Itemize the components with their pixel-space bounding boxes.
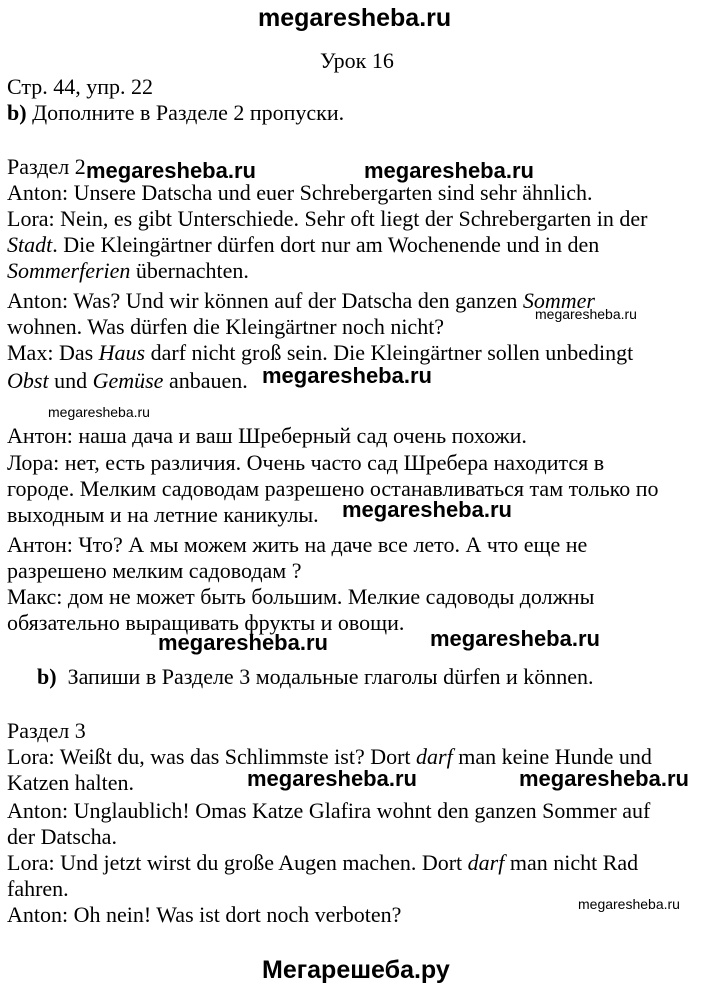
- watermark: megaresheba.ru: [342, 497, 512, 522]
- translation-line: Лора: нет, есть различия. Очень часто сад Шребера находится в: [7, 450, 605, 475]
- site-watermark-header: megaresheba.ru: [258, 4, 452, 32]
- section2-line: Anton: Unsere Datscha und euer Schrebergarten sind sehr ähnlich.: [7, 180, 593, 205]
- watermark: megaresheba.ru: [262, 363, 432, 388]
- watermark: megaresheba.ru: [430, 626, 600, 651]
- site-watermark-footer: Мегарешеба.ру: [262, 956, 450, 984]
- section2-line: wohnen. Was dürfen die Kleingärtner noch nicht?: [7, 314, 445, 339]
- section2-line: Anton: Was? Und wir können auf der Datscha den ganzen Sommer: [7, 288, 595, 313]
- section3-line: fahren.: [7, 876, 69, 901]
- translation-line: обязательно выращивать фрукты и овощи.: [7, 610, 405, 635]
- section2-line: Lora: Nein, es gibt Unterschiede. Sehr oft liegt der Schrebergarten in der: [7, 206, 648, 231]
- translation-line: городе. Мелким садоводам разрешено останавливаться там только по: [7, 476, 659, 501]
- watermark: megaresheba.ru: [364, 158, 534, 183]
- section3-line: Lora: Weißt du, was das Schlimmste ist? Dort darf man keine Hunde und: [7, 744, 652, 769]
- section2-line: Stadt. Die Kleingärtner dürfen dort nur am Wochenende und in den: [7, 232, 600, 257]
- watermark: megaresheba.ru: [86, 158, 256, 183]
- watermark: megaresheba.ru: [48, 404, 150, 420]
- section3-title: Раздел 3: [7, 718, 86, 743]
- task1-instruction: b) Дополните в Разделе 2 пропуски.: [7, 100, 345, 125]
- section3-line: Lora: Und jetzt wirst du große Augen machen. Dort darf man nicht Rad: [7, 850, 639, 875]
- watermark: megaresheba.ru: [578, 896, 680, 912]
- translation-line: разрешено мелким садоводам ?: [7, 558, 302, 583]
- translation-line: Макс: дом не может быть большим. Мелкие садоводы должны: [7, 584, 595, 609]
- section2-line: Sommerferien übernachten.: [7, 258, 249, 283]
- section2-line: Max: Das Haus darf nicht groß sein. Die Kleingärtner sollen unbedingt: [7, 340, 634, 365]
- lesson-title: Урок 16: [320, 48, 394, 73]
- translation-line: выходным и на летние каникулы.: [7, 502, 319, 527]
- translation-line: Антон: наша дача и ваш Шреберный сад очень похожи.: [7, 423, 527, 448]
- translation-line: Антон: Что? А мы можем жить на даче все лето. А что еще не: [7, 532, 588, 557]
- section3-line: Anton: Unglaublich! Omas Katze Glafira wohnt den ganzen Sommer auf: [7, 798, 651, 823]
- section3-line: Anton: Oh nein! Was ist dort noch verboten?: [7, 902, 402, 927]
- section2-line: Obst und Gemüse anbauen.: [7, 368, 248, 393]
- section3-line: Katzen halten.: [7, 770, 135, 795]
- section2-title: Раздел 2: [7, 154, 86, 179]
- watermark: megaresheba.ru: [535, 306, 637, 322]
- page-reference: Стр. 44, упр. 22: [7, 74, 154, 99]
- watermark: megaresheba.ru: [247, 766, 417, 791]
- task2-instruction: b) Запиши в Разделе 3 модальные глаголы dürfen и können.: [37, 664, 594, 689]
- watermark: megaresheba.ru: [158, 630, 328, 655]
- section3-line: der Datscha.: [7, 824, 117, 849]
- watermark: megaresheba.ru: [519, 766, 689, 791]
